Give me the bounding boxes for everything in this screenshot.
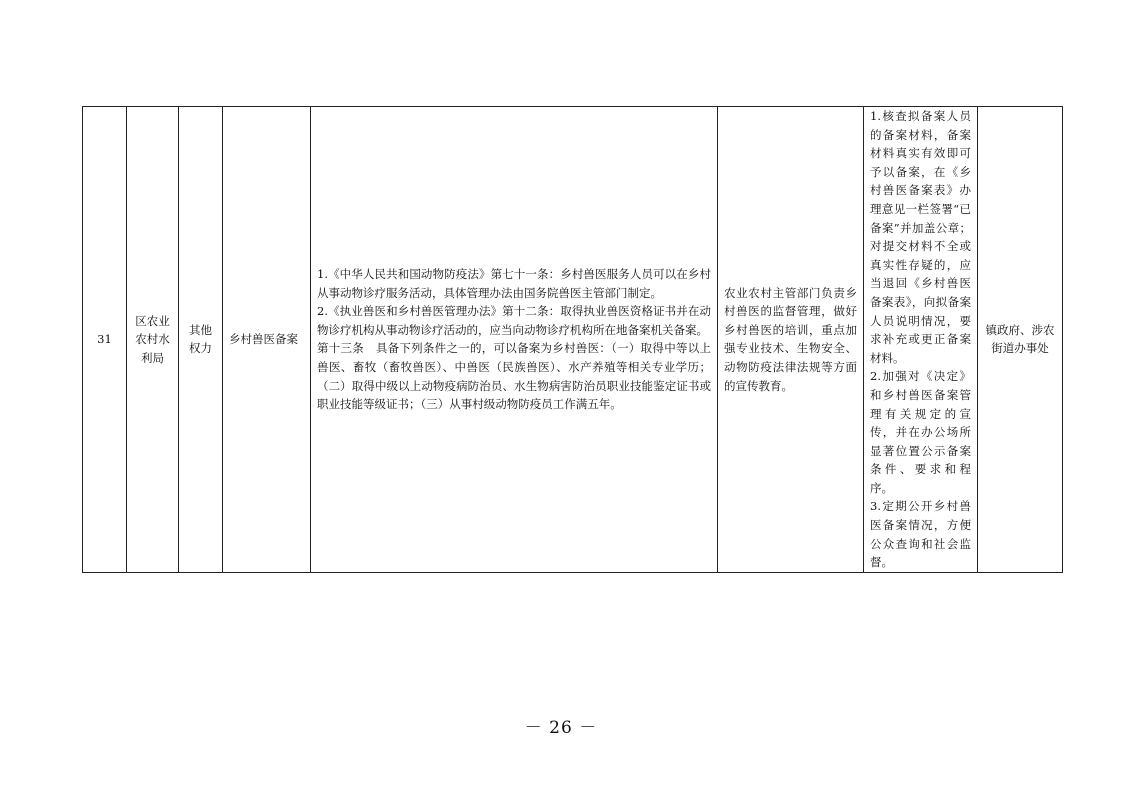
legal-basis-cell <box>311 107 718 573</box>
table-row <box>83 107 1063 573</box>
responsibility-cell: 农业农村主管部门负责乡村兽医的监督管理，做好乡村兽医的培训，重点加强专业技术、生物安全、动物防疫法律法规等方面的宣传教育。 <box>718 107 864 573</box>
measure-item: 2.加强对《决定》和乡村兽医备案管理有关规定的宣传，并在办公场所显著位置公示备案条件、要求和程序。 <box>870 369 971 495</box>
measure-item: 1.核查拟备案人员的备案材料，备案材料真实有效即可予以备案，在《乡村兽医备案表》办理意见一栏签署“已备案”并加盖公章；对提交材料不全或真实性存疑的，应当退回《乡村兽医备案表》，向拟备案人员说明情况，要求补充或更正备案材料。 <box>870 109 971 365</box>
legal-basis-paragraph: 第十三条 具备下列条件之一的，可以备案为乡村兽医：（一）取得中等以上兽医、畜牧（畜牧兽医）、中兽医（民族兽医）、水产养殖等相关专业学历；（二）取得中级以上动物疫病防治员、水生物病害防治员职业技能鉴定证书或职业技能等级证书；（三）从事村级动物防疫员工作满五年。 <box>317 341 711 412</box>
department-cell: 区农业农村水利局 <box>127 107 179 573</box>
power-type-cell: 其他权力 <box>179 107 223 573</box>
supervision-measures-cell <box>864 107 978 573</box>
cooperating-units-cell: 镇政府、涉农街道办事处 <box>978 107 1063 573</box>
legal-basis-paragraph: 2.《执业兽医和乡村兽医管理办法》第十二条：取得执业兽医资格证书并在动物诊疗机构从事动物诊疗活动的，应当向动物诊疗机构所在地备案机关备案。 <box>317 304 711 337</box>
legal-basis-paragraph: 1.《中华人民共和国动物防疫法》第七十一条：乡村兽医服务人员可以在乡村从事动物诊疗服务活动，具体管理办法由国务院兽医主管部门制定。 <box>317 267 711 300</box>
power-list-table <box>82 106 1063 573</box>
measure-item: 3.定期公开乡村兽医备案情况，方便公众查询和社会监督。 <box>870 499 971 570</box>
item-name-cell: 乡村兽医备案 <box>223 107 311 573</box>
page-number: － 26 － <box>524 718 598 738</box>
row-number-cell: 31 <box>83 107 127 573</box>
